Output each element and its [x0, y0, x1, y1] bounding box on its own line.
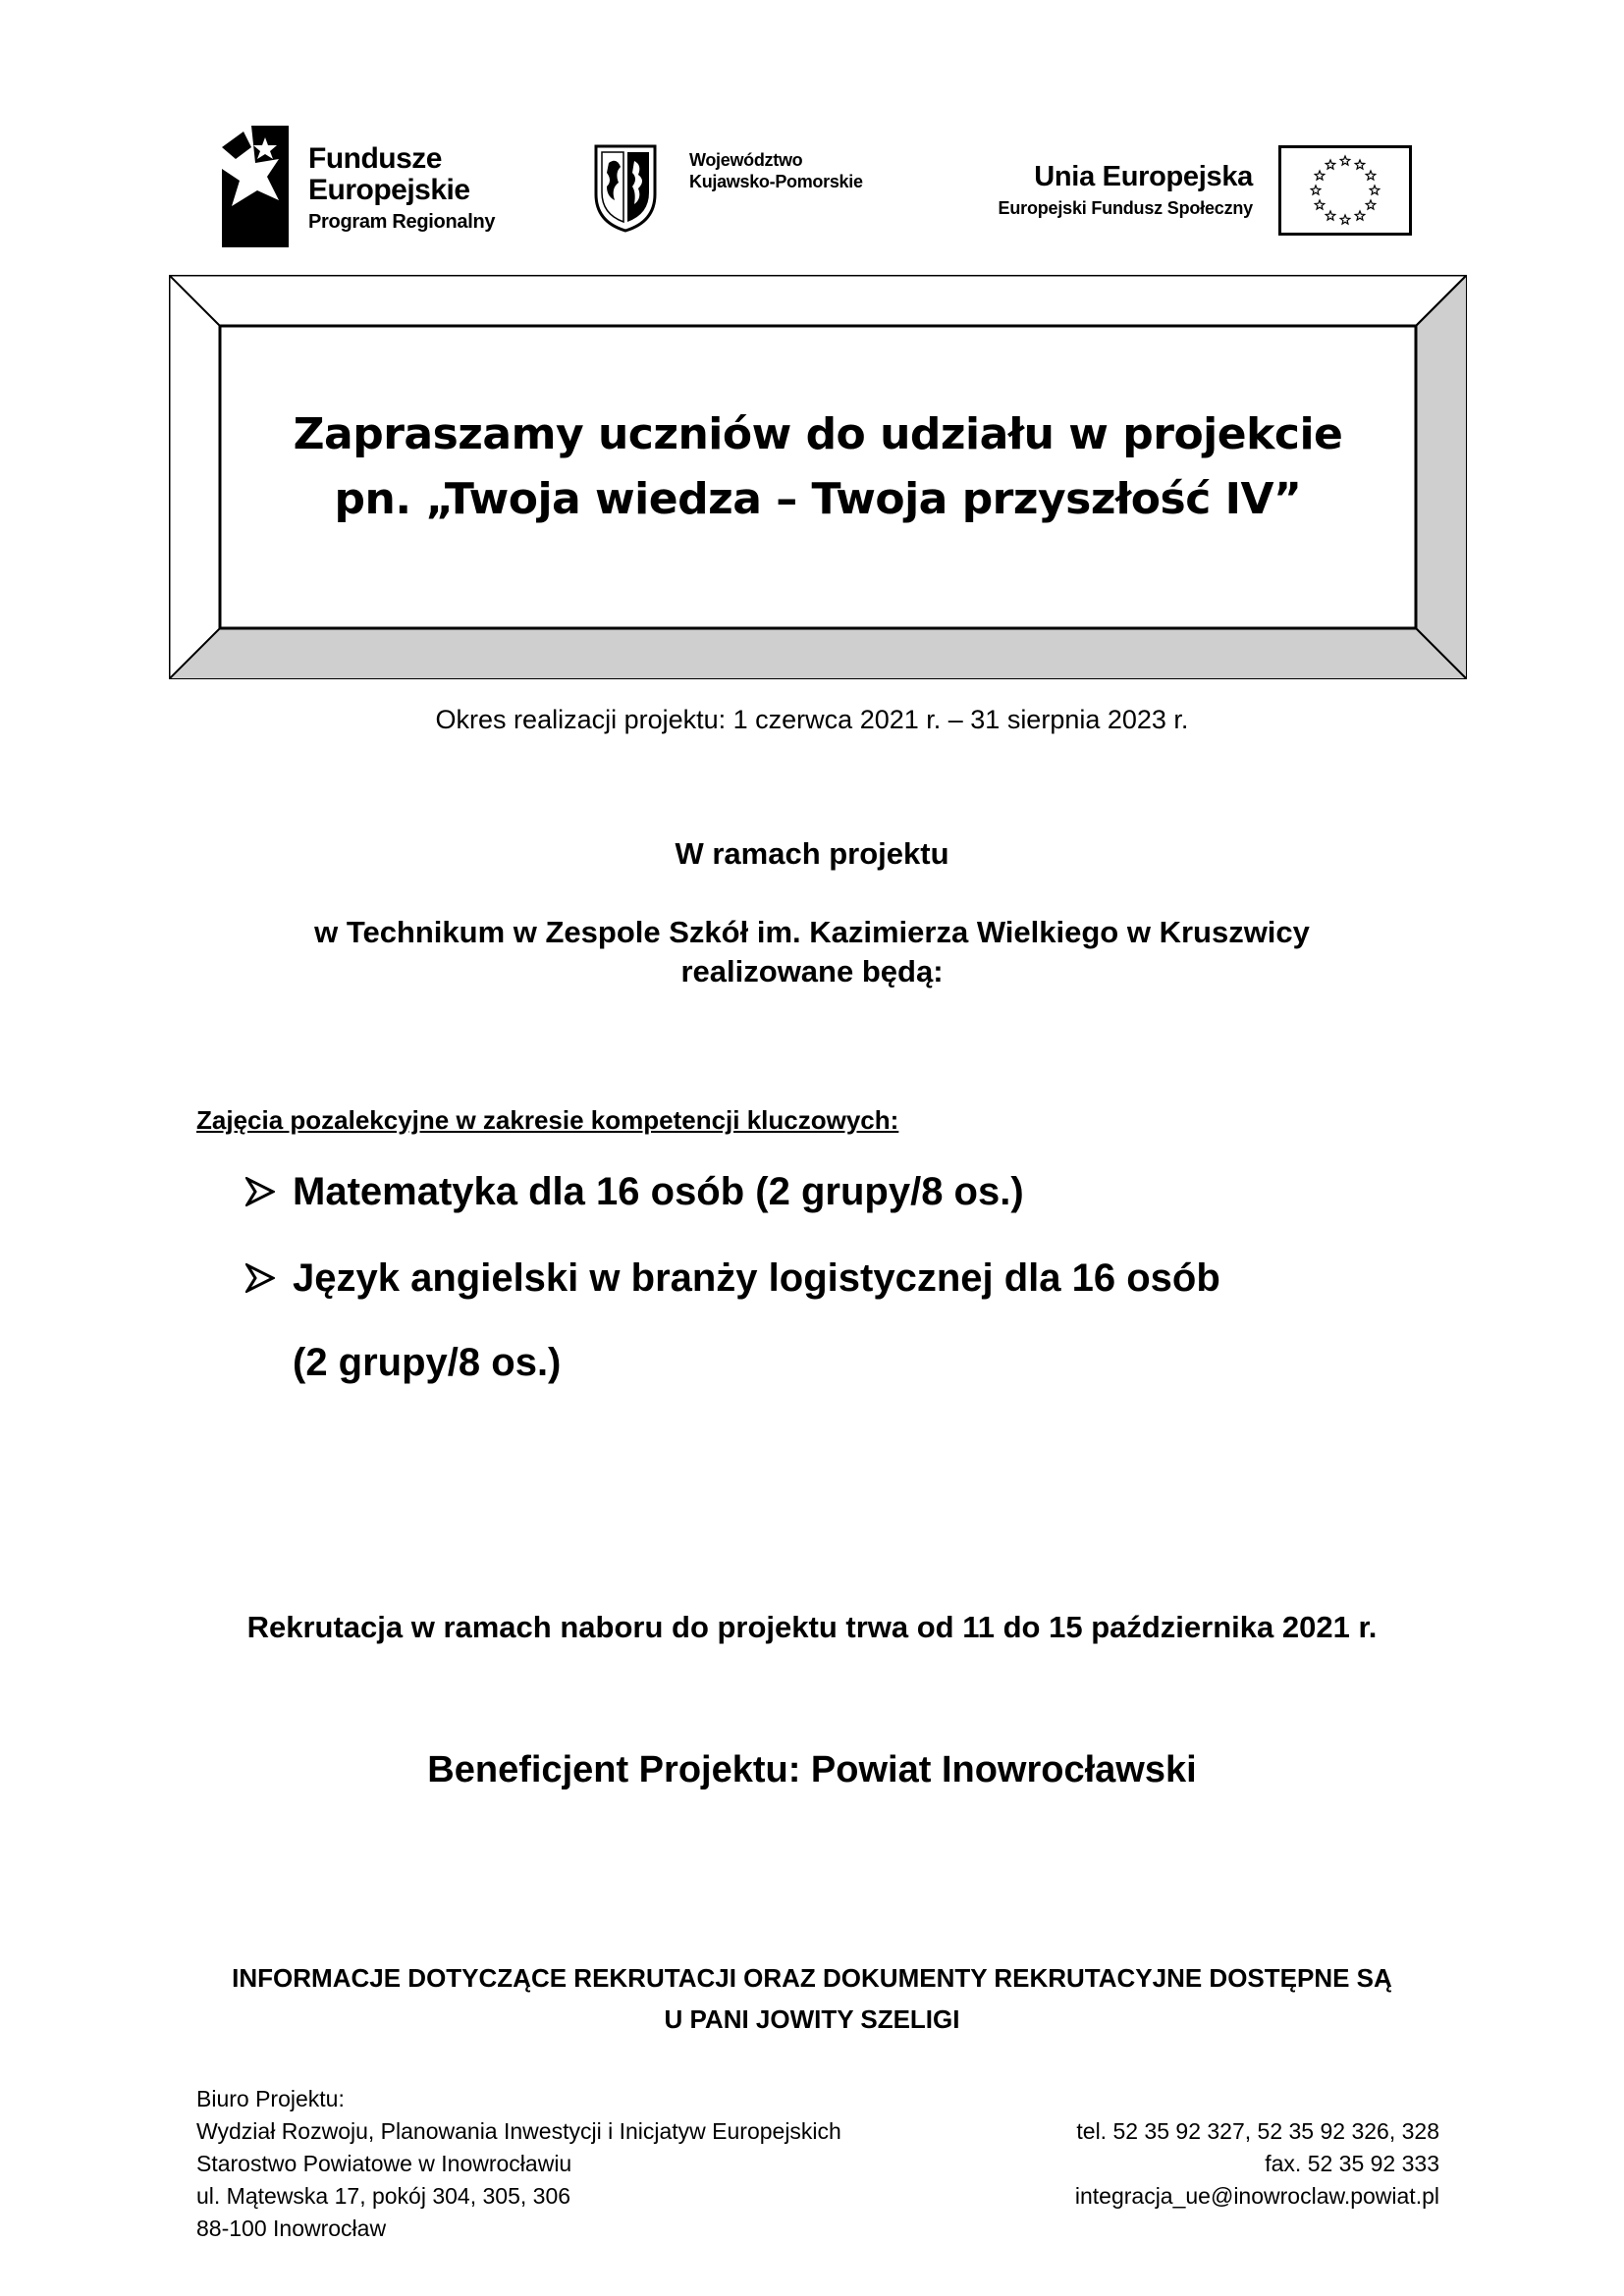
project-office-address	[196, 2083, 841, 2245]
fundusze-europejskie-logo-icon	[222, 126, 289, 247]
logo-wkp-line2: Kujawsko-Pomorskie	[689, 172, 863, 191]
intro-realized-line: realizowane będą:	[680, 954, 944, 988]
project-contacts	[1075, 2115, 1439, 2213]
project-period: Okres realizacji projektu: 1 czerwca 2021 r. – 31 sierpnia 2023 r.	[435, 705, 1189, 734]
arrow-bullet-icon	[245, 1263, 275, 1293]
intro-heading: W ramach projektu	[675, 836, 949, 871]
info-line1: INFORMACJE DOTYCZĄCE REKRUTACJI ORAZ DOKUMENTY REKRUTACYJNE DOSTĘPNE SĄ	[232, 1963, 1392, 1993]
list-item	[245, 1251, 1473, 1390]
title-line2: pn. „Twoja wiedza – Twoja przyszłość IV”	[334, 474, 1302, 524]
contact-fax: fax. 52 35 92 333	[1265, 2151, 1439, 2176]
course-continuation: (2 grupy/8 os.)	[293, 1341, 562, 1384]
unia-europejska-logo-text	[911, 161, 1253, 220]
info-line2: U PANI JOWITY SZELIGI	[664, 2004, 960, 2034]
list-item	[245, 1164, 1473, 1219]
course-text: Matematyka dla 16 osób (2 grupy/8 os.)	[293, 1170, 1024, 1213]
course-text: Język angielski w branży logistycznej dla 16 osób	[293, 1256, 1220, 1300]
arrow-bullet-icon	[245, 1177, 275, 1206]
office-line3: Starostwo Powiatowe w Inowrocławiu	[196, 2151, 572, 2176]
fundusze-europejskie-logo-text	[308, 143, 495, 232]
contact-email[interactable]: integracja_ue@inowroclaw.powiat.pl	[1074, 2183, 1439, 2209]
recruitment-dates: Rekrutacja w ramach naboru do projektu trwa od 11 do 15 października 2021 r.	[246, 1610, 1378, 1644]
logo-ue-line1: Unia Europejska	[1034, 161, 1253, 192]
contact-phone: tel. 52 35 92 327, 52 35 92 326, 328	[1076, 2118, 1439, 2144]
recruitment-info	[0, 1957, 1624, 2040]
intro-school	[0, 913, 1624, 991]
logo-fe-line3: Program Regionalny	[308, 211, 496, 233]
page-title	[224, 402, 1412, 532]
logo-fe-line2: Europejskie	[308, 174, 470, 206]
title-line1: Zapraszamy uczniów do udziału w projekcie	[293, 409, 1343, 459]
intro-school-line: w Technikum w Zespole Szkół im. Kazimierza Wielkiego w Kruszwicy	[314, 915, 1310, 949]
logo-ue-line2: Europejski Fundusz Społeczny	[998, 198, 1253, 218]
beneficiary: Beneficjent Projektu: Powiat Inowrocławski	[427, 1749, 1197, 1790]
eu-flag-icon	[1278, 145, 1412, 236]
office-line5: 88-100 Inowrocław	[196, 2216, 387, 2241]
office-line1: Biuro Projektu:	[196, 2086, 345, 2111]
logo-wkp-line1: Województwo	[689, 150, 803, 170]
course-list	[245, 1164, 1473, 1421]
office-line2: Wydział Rozwoju, Planowania Inwestycji i Inicjatyw Europejskich	[196, 2118, 841, 2144]
wojewodztwo-crest-icon	[593, 143, 658, 234]
office-line4: ul. Mątewska 17, pokój 304, 305, 306	[196, 2183, 571, 2209]
section-label: Zajęcia pozalekcyjne w zakresie kompetencji kluczowych:	[196, 1105, 899, 1135]
logo-fe-line1: Fundusze	[308, 142, 442, 175]
wojewodztwo-logo-text	[689, 149, 863, 192]
